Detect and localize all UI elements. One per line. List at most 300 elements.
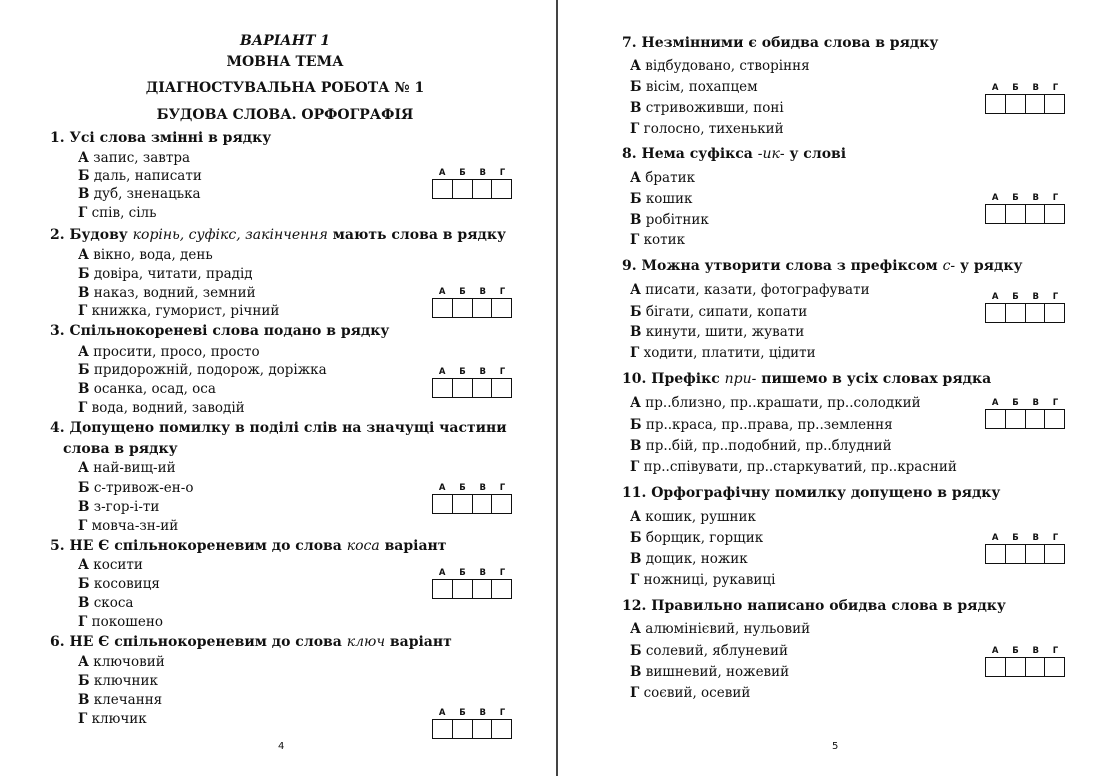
answer-grid-boxes bbox=[432, 579, 512, 599]
answer-cell[interactable] bbox=[1006, 205, 1026, 223]
option-letter: Г bbox=[78, 303, 88, 319]
answer-option bbox=[78, 186, 201, 202]
option-letter: В bbox=[78, 381, 90, 397]
answer-option bbox=[78, 285, 256, 301]
question-text-a: 10. Префікс bbox=[622, 371, 725, 387]
answer-grid-letter: В bbox=[479, 367, 486, 377]
option-text: вишневий, ножевий bbox=[641, 664, 790, 680]
answer-cell[interactable] bbox=[1045, 410, 1064, 428]
question-text-a: 1. Усі слова змінні в рядку bbox=[50, 130, 272, 146]
answer-option bbox=[630, 551, 748, 567]
answer-cell[interactable] bbox=[1026, 410, 1046, 428]
answer-grid-letter: Г bbox=[1052, 533, 1059, 543]
question-text-c: у рядку bbox=[955, 258, 1023, 274]
page-divider bbox=[556, 0, 558, 776]
answer-grid-letter: А bbox=[438, 708, 446, 718]
answer-option bbox=[78, 381, 216, 397]
answer-grid bbox=[985, 645, 1065, 677]
answer-option bbox=[630, 643, 788, 659]
option-letter: Б bbox=[630, 304, 642, 320]
answer-option bbox=[630, 79, 758, 95]
option-text: пр..бій, пр..подобний, пр..блудний bbox=[641, 438, 892, 454]
answer-grid-letter: В bbox=[479, 708, 486, 718]
option-text: мовча-зн-ий bbox=[87, 518, 179, 534]
question-text-a: 12. Правильно написано обидва слова в рядку bbox=[622, 598, 1006, 614]
left-page bbox=[0, 0, 556, 776]
answer-grid-boxes bbox=[985, 657, 1065, 677]
option-letter: А bbox=[78, 460, 89, 476]
option-letter: Г bbox=[630, 232, 640, 248]
answer-cell[interactable] bbox=[492, 720, 511, 738]
answer-grid-letter: В bbox=[1032, 292, 1039, 302]
answer-grid-letter: В bbox=[479, 483, 486, 493]
answer-grid bbox=[985, 82, 1065, 114]
answer-option bbox=[630, 509, 756, 525]
work-title: ДІАГНОСТУВАЛЬНА РОБОТА № 1 bbox=[145, 80, 425, 96]
answer-grid-letter: А bbox=[991, 533, 999, 543]
answer-cell[interactable] bbox=[453, 180, 473, 198]
answer-option bbox=[78, 614, 163, 630]
answer-grid-letter: А bbox=[438, 367, 446, 377]
question-text bbox=[50, 634, 452, 650]
option-letter: В bbox=[630, 551, 642, 567]
answer-grid-boxes bbox=[432, 179, 512, 199]
answer-option bbox=[78, 344, 260, 360]
answer-option bbox=[78, 168, 202, 184]
option-text: косовиця bbox=[89, 576, 160, 592]
option-text: покошено bbox=[87, 614, 163, 630]
option-text: дуб, зненацька bbox=[89, 186, 201, 202]
question-text-line2: слова в рядку bbox=[63, 441, 178, 457]
option-text: най-вищ-ий bbox=[89, 460, 176, 476]
option-text: ходити, платити, цідити bbox=[639, 345, 816, 361]
answer-cell[interactable] bbox=[492, 379, 511, 397]
answer-cell[interactable] bbox=[473, 495, 493, 513]
option-letter: В bbox=[630, 438, 642, 454]
answer-option bbox=[630, 191, 692, 207]
question-text-c: варіант bbox=[379, 538, 447, 554]
answer-option bbox=[630, 395, 921, 411]
answer-grid-letter: А bbox=[991, 646, 999, 656]
option-letter: А bbox=[78, 247, 89, 263]
answer-grid-letter: Б bbox=[459, 287, 466, 297]
answer-grid-letter: Б bbox=[459, 483, 466, 493]
answer-grid-letter: Б bbox=[459, 168, 466, 178]
question-text bbox=[50, 538, 446, 554]
question-text-a: 2. Будову bbox=[50, 227, 133, 243]
answer-option bbox=[78, 362, 327, 378]
page-number: 4 bbox=[278, 741, 285, 752]
answer-grid-letter: В bbox=[1032, 398, 1039, 408]
answer-grid bbox=[432, 167, 512, 199]
answer-cell[interactable] bbox=[433, 379, 453, 397]
answer-grid-labels bbox=[432, 366, 512, 378]
answer-grid-boxes bbox=[985, 409, 1065, 429]
option-text: алюмінієвий, нульовий bbox=[641, 621, 811, 637]
answer-grid-labels bbox=[432, 482, 512, 494]
answer-cell[interactable] bbox=[986, 658, 1006, 676]
answer-cell[interactable] bbox=[433, 720, 453, 738]
answer-cell[interactable] bbox=[492, 180, 511, 198]
option-text: бігати, сипати, копати bbox=[641, 304, 808, 320]
option-text: спів, сіль bbox=[87, 205, 157, 221]
question-text-a: 3. Спільнокореневі слова подано в рядку bbox=[50, 323, 390, 339]
answer-grid-letter: Б bbox=[1012, 646, 1019, 656]
answer-cell[interactable] bbox=[473, 720, 493, 738]
answer-grid-letter: В bbox=[479, 568, 486, 578]
answer-grid bbox=[432, 707, 512, 739]
answer-cell[interactable] bbox=[473, 580, 493, 598]
answer-cell[interactable] bbox=[492, 580, 511, 598]
answer-grid-letter: Г bbox=[499, 568, 506, 578]
question-text-a: 11. Орфографічну помилку допущено в рядку bbox=[622, 485, 1001, 501]
answer-cell[interactable] bbox=[986, 410, 1006, 428]
option-text: відбудовано, створіння bbox=[641, 58, 810, 74]
question-term: при- bbox=[724, 371, 757, 387]
option-letter: Г bbox=[78, 614, 88, 630]
option-text: пр..співувати, пр..старкуватий, пр..красний bbox=[639, 459, 957, 475]
option-letter: А bbox=[630, 58, 641, 74]
answer-cell[interactable] bbox=[433, 180, 453, 198]
option-text: пр..краса, пр..права, пр..землення bbox=[641, 417, 893, 433]
answer-option bbox=[78, 205, 156, 221]
answer-grid-boxes bbox=[432, 378, 512, 398]
option-letter: А bbox=[78, 557, 89, 573]
answer-grid bbox=[985, 291, 1065, 323]
topic-title: МОВНА ТЕМА bbox=[226, 54, 344, 70]
option-letter: Б bbox=[630, 191, 642, 207]
answer-option bbox=[78, 557, 143, 573]
answer-cell[interactable] bbox=[492, 495, 511, 513]
answer-grid-boxes bbox=[432, 298, 512, 318]
answer-option bbox=[630, 170, 695, 186]
answer-option bbox=[78, 595, 133, 611]
option-text: соєвий, осевий bbox=[639, 685, 751, 701]
option-letter: А bbox=[630, 170, 641, 186]
answer-grid-letter: Г bbox=[499, 708, 506, 718]
question-text bbox=[622, 146, 846, 162]
option-letter: В bbox=[630, 212, 642, 228]
answer-cell[interactable] bbox=[1045, 205, 1064, 223]
answer-grid-letter: Г bbox=[1052, 398, 1059, 408]
option-letter: Б bbox=[78, 480, 90, 496]
answer-option bbox=[630, 212, 709, 228]
answer-grid-letter: Б bbox=[1012, 533, 1019, 543]
option-letter: В bbox=[78, 285, 90, 301]
question-term: коса bbox=[346, 538, 380, 554]
answer-option bbox=[630, 664, 789, 680]
option-letter: В bbox=[78, 595, 90, 611]
answer-grid-letter: А bbox=[438, 483, 446, 493]
answer-option bbox=[630, 304, 807, 320]
option-letter: Г bbox=[78, 400, 88, 416]
answer-grid bbox=[432, 286, 512, 318]
option-letter: Б bbox=[78, 266, 90, 282]
answer-cell[interactable] bbox=[433, 580, 453, 598]
option-text: книжка, гуморист, річний bbox=[87, 303, 280, 319]
question-term: корінь, суфікс, закінчення bbox=[132, 227, 328, 243]
answer-cell[interactable] bbox=[1006, 545, 1026, 563]
answer-grid-letter: В bbox=[1032, 533, 1039, 543]
option-text: ключовий bbox=[89, 654, 165, 670]
option-text: наказ, водний, земний bbox=[89, 285, 256, 301]
answer-grid-letter: Г bbox=[1052, 292, 1059, 302]
section-title: БУДОВА СЛОВА. ОРФОГРАФІЯ bbox=[156, 107, 414, 123]
answer-grid-letter: Г bbox=[499, 367, 506, 377]
option-text: ключик bbox=[87, 711, 147, 727]
option-text: даль, написати bbox=[89, 168, 202, 184]
answer-option bbox=[78, 400, 245, 416]
option-letter: Б bbox=[78, 576, 90, 592]
option-letter: Г bbox=[630, 572, 640, 588]
option-text: придорожній, подорож, доріжка bbox=[89, 362, 327, 378]
answer-grid-letter: А bbox=[991, 292, 999, 302]
answer-option bbox=[78, 711, 147, 727]
answer-cell[interactable] bbox=[986, 304, 1006, 322]
question-text-a: 6. НЕ Є спільнокореневим до слова bbox=[50, 634, 347, 650]
answer-cell[interactable] bbox=[1045, 95, 1064, 113]
answer-grid-letter: А bbox=[991, 398, 999, 408]
answer-grid-letter: Г bbox=[1052, 193, 1059, 203]
answer-grid bbox=[985, 397, 1065, 429]
answer-grid-letter: А bbox=[991, 193, 999, 203]
answer-cell[interactable] bbox=[492, 299, 511, 317]
answer-grid-labels bbox=[985, 291, 1065, 303]
option-text: дощик, ножик bbox=[641, 551, 748, 567]
option-letter: А bbox=[630, 509, 641, 525]
answer-cell[interactable] bbox=[1006, 658, 1026, 676]
option-text: кинути, шити, жувати bbox=[641, 324, 805, 340]
answer-option bbox=[78, 480, 193, 496]
answer-grid-labels bbox=[432, 567, 512, 579]
option-letter: Г bbox=[630, 459, 640, 475]
answer-cell[interactable] bbox=[1006, 95, 1026, 113]
answer-option bbox=[630, 530, 763, 546]
answer-cell[interactable] bbox=[1006, 410, 1026, 428]
option-text: стривоживши, поні bbox=[641, 100, 784, 116]
option-letter: В bbox=[630, 324, 642, 340]
option-text: запис, завтра bbox=[89, 150, 191, 166]
answer-cell[interactable] bbox=[1045, 545, 1064, 563]
answer-option bbox=[78, 266, 253, 282]
page-number: 5 bbox=[832, 741, 839, 752]
question-text-a: 7. Незмінними є обидва слова в рядку bbox=[622, 35, 939, 51]
option-letter: Г bbox=[78, 518, 88, 534]
answer-grid-letter: А bbox=[991, 83, 999, 93]
option-text: скоса bbox=[89, 595, 134, 611]
answer-option bbox=[78, 499, 159, 515]
answer-grid-boxes bbox=[985, 94, 1065, 114]
answer-option bbox=[630, 282, 870, 298]
answer-grid-letter: Б bbox=[1012, 193, 1019, 203]
answer-grid-boxes bbox=[985, 204, 1065, 224]
answer-grid-letter: Б bbox=[1012, 292, 1019, 302]
option-text: котик bbox=[639, 232, 686, 248]
option-letter: В bbox=[78, 499, 90, 515]
question-text-a: 8. Нема суфікса bbox=[622, 146, 758, 162]
answer-grid-letter: Б bbox=[1012, 83, 1019, 93]
answer-grid-letter: А bbox=[438, 168, 446, 178]
answer-option bbox=[78, 518, 178, 534]
answer-grid-boxes bbox=[432, 719, 512, 739]
question-text bbox=[622, 485, 1000, 501]
option-letter: В bbox=[78, 692, 90, 708]
answer-cell[interactable] bbox=[986, 205, 1006, 223]
option-text: борщик, горщик bbox=[641, 530, 764, 546]
option-text: кошик, рушник bbox=[641, 509, 756, 525]
question-text bbox=[622, 258, 1022, 274]
answer-grid bbox=[432, 567, 512, 599]
option-text: клечання bbox=[89, 692, 163, 708]
answer-option bbox=[630, 685, 750, 701]
answer-cell[interactable] bbox=[1045, 304, 1064, 322]
answer-grid-letter: Г bbox=[499, 168, 506, 178]
answer-cell[interactable] bbox=[453, 495, 473, 513]
option-text: ножниці, рукавиці bbox=[639, 572, 776, 588]
option-text: осанка, осад, оса bbox=[89, 381, 216, 397]
answer-option bbox=[630, 121, 784, 137]
option-letter: Б bbox=[630, 643, 642, 659]
answer-grid bbox=[985, 532, 1065, 564]
answer-grid-letter: А bbox=[438, 287, 446, 297]
question-text-c: варіант bbox=[385, 634, 452, 650]
option-text: робітник bbox=[641, 212, 709, 228]
option-text: вікно, вода, день bbox=[89, 247, 213, 263]
option-text: довіра, читати, прадід bbox=[89, 266, 253, 282]
answer-cell[interactable] bbox=[1026, 545, 1046, 563]
answer-grid bbox=[985, 192, 1065, 224]
option-letter: А bbox=[630, 282, 641, 298]
answer-grid-boxes bbox=[985, 544, 1065, 564]
option-letter: Г bbox=[78, 205, 88, 221]
option-letter: Б bbox=[78, 168, 90, 184]
answer-grid-labels bbox=[985, 397, 1065, 409]
answer-option bbox=[78, 576, 160, 592]
option-letter: Г bbox=[630, 121, 640, 137]
answer-option bbox=[78, 150, 190, 166]
option-letter: Б bbox=[78, 362, 90, 378]
option-letter: А bbox=[78, 654, 89, 670]
answer-cell[interactable] bbox=[453, 720, 473, 738]
answer-option bbox=[78, 692, 162, 708]
option-letter: Б bbox=[630, 530, 642, 546]
option-text: братик bbox=[641, 170, 696, 186]
answer-cell[interactable] bbox=[433, 299, 453, 317]
answer-cell[interactable] bbox=[1006, 304, 1026, 322]
answer-grid-letter: А bbox=[438, 568, 446, 578]
answer-grid-labels bbox=[432, 707, 512, 719]
answer-cell[interactable] bbox=[453, 379, 473, 397]
question-text-c: у слові bbox=[784, 146, 847, 162]
answer-option bbox=[630, 621, 810, 637]
answer-grid-letter: В bbox=[1032, 646, 1039, 656]
answer-cell[interactable] bbox=[1026, 304, 1046, 322]
option-letter: Г bbox=[630, 685, 640, 701]
answer-cell[interactable] bbox=[986, 545, 1006, 563]
question-text bbox=[50, 227, 506, 243]
answer-option bbox=[630, 58, 810, 74]
answer-option bbox=[78, 247, 213, 263]
answer-cell[interactable] bbox=[1026, 205, 1046, 223]
question-text-a: 5. НЕ Є спільнокореневим до слова bbox=[50, 538, 347, 554]
answer-grid-letter: В bbox=[479, 168, 486, 178]
option-text: вода, водний, заводій bbox=[87, 400, 245, 416]
answer-cell[interactable] bbox=[1045, 658, 1064, 676]
answer-grid-letter: Б bbox=[459, 708, 466, 718]
answer-grid-letter: В bbox=[1032, 83, 1039, 93]
answer-option bbox=[630, 232, 685, 248]
option-letter: А bbox=[630, 395, 641, 411]
answer-grid-letter: Б bbox=[459, 568, 466, 578]
answer-grid-letter: В bbox=[1032, 193, 1039, 203]
option-text: просити, просо, просто bbox=[89, 344, 260, 360]
question-text bbox=[622, 371, 991, 387]
answer-cell[interactable] bbox=[473, 180, 493, 198]
option-letter: В bbox=[630, 100, 642, 116]
question-text-a: 4. Допущено помилку в поділі слів на значущі частини bbox=[50, 420, 507, 436]
answer-cell[interactable] bbox=[1026, 658, 1046, 676]
answer-cell[interactable] bbox=[1026, 95, 1046, 113]
answer-option bbox=[630, 100, 784, 116]
option-letter: Б bbox=[78, 673, 90, 689]
option-text: пр..близно, пр..крашати, пр..солодкий bbox=[641, 395, 921, 411]
variant-title: ВАРІАНТ 1 bbox=[240, 33, 330, 49]
option-letter: Б bbox=[630, 79, 642, 95]
option-letter: А bbox=[630, 621, 641, 637]
option-letter: В bbox=[630, 664, 642, 680]
answer-grid-labels bbox=[985, 192, 1065, 204]
answer-grid-letter: Г bbox=[499, 483, 506, 493]
answer-cell[interactable] bbox=[473, 379, 493, 397]
option-letter: Б bbox=[630, 417, 642, 433]
answer-option bbox=[630, 459, 957, 475]
question-term: с- bbox=[942, 258, 956, 274]
answer-option bbox=[78, 460, 176, 476]
option-text: кошик bbox=[641, 191, 693, 207]
answer-cell[interactable] bbox=[986, 95, 1006, 113]
option-text: с-тривож-ен-о bbox=[89, 480, 194, 496]
question-text bbox=[50, 420, 507, 436]
option-text: ключник bbox=[89, 673, 158, 689]
question-text bbox=[50, 130, 271, 146]
option-text: вісім, похапцем bbox=[641, 79, 758, 95]
answer-grid bbox=[432, 482, 512, 514]
answer-cell[interactable] bbox=[453, 580, 473, 598]
right-page bbox=[560, 0, 1116, 776]
answer-cell[interactable] bbox=[433, 495, 453, 513]
answer-grid-labels bbox=[432, 167, 512, 179]
question-text-c: мають слова в рядку bbox=[327, 227, 506, 243]
answer-grid-letter: Г bbox=[1052, 83, 1059, 93]
option-letter: А bbox=[78, 344, 89, 360]
option-letter: А bbox=[78, 150, 89, 166]
answer-cell[interactable] bbox=[473, 299, 493, 317]
option-text: писати, казати, фотографувати bbox=[641, 282, 870, 298]
answer-grid-letter: Б bbox=[459, 367, 466, 377]
answer-grid-boxes bbox=[432, 494, 512, 514]
option-text: солевий, яблуневий bbox=[641, 643, 789, 659]
answer-grid-labels bbox=[985, 82, 1065, 94]
answer-option bbox=[630, 324, 804, 340]
question-term: ключ bbox=[346, 634, 386, 650]
answer-grid-letter: Б bbox=[1012, 398, 1019, 408]
answer-option bbox=[78, 654, 165, 670]
answer-grid-letter: Г bbox=[1052, 646, 1059, 656]
answer-cell[interactable] bbox=[453, 299, 473, 317]
answer-option bbox=[78, 673, 158, 689]
question-text bbox=[50, 323, 389, 339]
option-text: з-гор-і-ти bbox=[89, 499, 160, 515]
